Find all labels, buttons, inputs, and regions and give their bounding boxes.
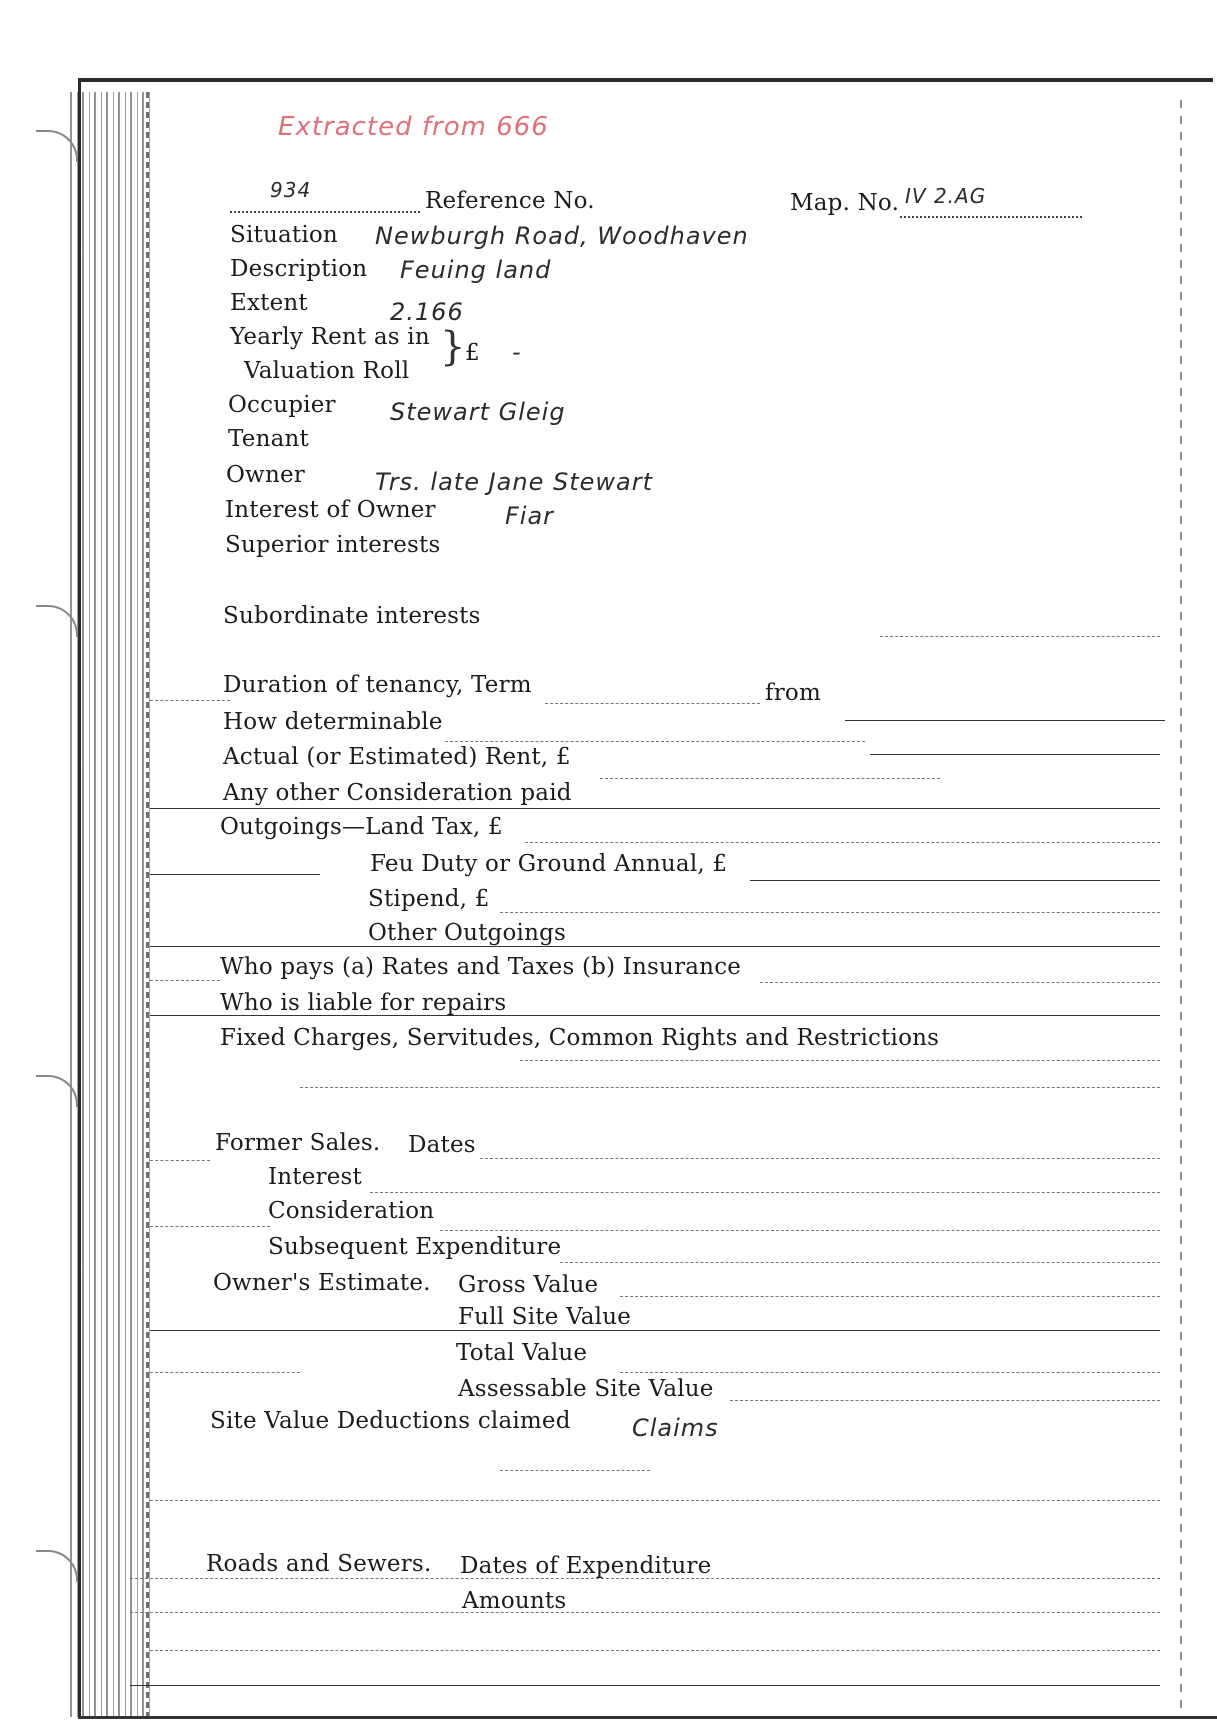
dashed-line — [480, 1158, 1160, 1159]
other-outgoings-label: Other Outgoings — [368, 920, 567, 946]
dashed-line — [600, 778, 940, 779]
yearly-rent-label-1: Yearly Rent as in — [230, 324, 430, 350]
rule-line — [150, 946, 1160, 947]
dashed-line — [300, 1087, 1160, 1088]
interest-of-owner-label: Interest of Owner — [225, 497, 436, 523]
description-value: Feuing land — [400, 256, 552, 284]
occupier-label: Occupier — [228, 392, 336, 418]
superior-interests-label: Superior interests — [225, 532, 441, 558]
interest-label: Interest — [268, 1164, 363, 1190]
duration-label: Duration of tenancy, Term — [223, 672, 532, 698]
former-sales-dates-label: Dates — [408, 1132, 476, 1158]
rule-line — [870, 754, 1160, 755]
owners-estimate-label: Owner's Estimate. — [213, 1270, 431, 1296]
assessable-site-value-label: Assessable Site Value — [458, 1376, 714, 1402]
yearly-rent-currency: £ — [465, 340, 480, 366]
yearly-rent-value: - — [512, 338, 522, 366]
map-no-line — [900, 216, 1082, 218]
rule-line — [150, 808, 1160, 809]
reference-no-label: Reference No. — [425, 188, 595, 214]
dashed-line — [500, 1470, 650, 1471]
page-bottom-edge — [78, 1716, 1217, 1719]
rule-line — [130, 1685, 1160, 1686]
dashed-line — [760, 982, 1160, 983]
dashed-line — [130, 1578, 1160, 1579]
gross-value-label: Gross Value — [458, 1272, 599, 1298]
dashed-line — [525, 842, 1160, 843]
situation-value: Newburgh Road, Woodhaven — [375, 222, 749, 250]
dashed-line — [440, 1230, 1160, 1231]
stipend-label: Stipend, £ — [368, 886, 490, 912]
tenant-label: Tenant — [228, 426, 309, 452]
dashed-line — [500, 912, 1160, 913]
full-site-value-label: Full Site Value — [458, 1304, 632, 1330]
dashed-line — [150, 1650, 1160, 1651]
dates-of-expenditure-label: Dates of Expenditure — [460, 1553, 712, 1579]
dashed-line — [620, 1372, 1160, 1373]
roads-sewers-label: Roads and Sewers. — [206, 1551, 432, 1577]
amounts-label: Amounts — [462, 1588, 567, 1614]
feu-duty-label: Feu Duty or Ground Annual, £ — [370, 851, 728, 877]
dashed-line — [520, 1060, 1160, 1061]
dashed-line — [150, 1160, 210, 1161]
site-value-deductions-value: Claims — [632, 1414, 719, 1442]
reference-no-value: 934 — [270, 178, 312, 202]
duration-from-label: from — [765, 680, 821, 706]
yearly-rent-label-2: Valuation Roll — [244, 358, 410, 384]
dashed-line — [150, 1500, 1160, 1501]
subordinate-interests-label: Subordinate interests — [223, 603, 481, 629]
annotation-extracted: Extracted from 666 — [278, 112, 549, 142]
subsequent-expenditure-label: Subsequent Expenditure — [268, 1234, 562, 1260]
map-no-value: IV 2.AG — [905, 184, 987, 208]
dashed-line — [370, 1192, 1160, 1193]
total-value-label: Total Value — [456, 1340, 588, 1366]
map-no-label: Map. No. — [790, 190, 900, 216]
dashed-line — [130, 1612, 1160, 1613]
dashed-line — [545, 703, 760, 704]
dashed-line — [150, 980, 220, 981]
page-right-edge — [1180, 100, 1182, 1710]
yearly-rent-brace: } — [440, 324, 466, 370]
dashed-line — [560, 1262, 1160, 1263]
dashed-line — [150, 700, 230, 701]
actual-rent-label: Actual (or Estimated) Rent, £ — [223, 744, 571, 770]
rule-line — [750, 880, 1160, 881]
consideration-label: Consideration — [268, 1198, 435, 1224]
owner-label: Owner — [226, 462, 305, 488]
dashed-line — [150, 1226, 270, 1227]
rule-line — [150, 1015, 1160, 1016]
interest-of-owner-value: Fiar — [505, 502, 555, 530]
outgoings-land-tax-label: Outgoings—Land Tax, £ — [220, 814, 503, 840]
extent-label: Extent — [230, 290, 308, 316]
dashed-line — [730, 1400, 1160, 1401]
dashed-line — [620, 1296, 1160, 1297]
description-label: Description — [230, 256, 368, 282]
rule-line — [845, 720, 1165, 721]
situation-label: Situation — [230, 222, 338, 248]
fixed-charges-label: Fixed Charges, Servitudes, Common Rights and Restrictions — [220, 1025, 940, 1051]
who-pays-label: Who pays (a) Rates and Taxes (b) Insurance — [220, 954, 742, 980]
dashed-line — [445, 741, 865, 742]
other-consideration-label: Any other Consideration paid — [223, 780, 572, 806]
dashed-line — [150, 1372, 300, 1373]
dashed-line — [880, 636, 1160, 637]
rule-line — [150, 874, 320, 875]
how-determinable-label: How determinable — [223, 709, 443, 735]
site-value-deductions-label: Site Value Deductions claimed — [210, 1408, 571, 1434]
occupier-value: Stewart Gleig — [390, 398, 566, 426]
who-liable-label: Who is liable for repairs — [220, 990, 507, 1016]
owner-value: Trs. late Jane Stewart — [375, 468, 654, 496]
rule-line — [150, 1330, 1160, 1331]
extent-value: 2.166 — [390, 298, 464, 326]
former-sales-label: Former Sales. — [215, 1130, 381, 1156]
reference-no-line — [230, 211, 420, 213]
